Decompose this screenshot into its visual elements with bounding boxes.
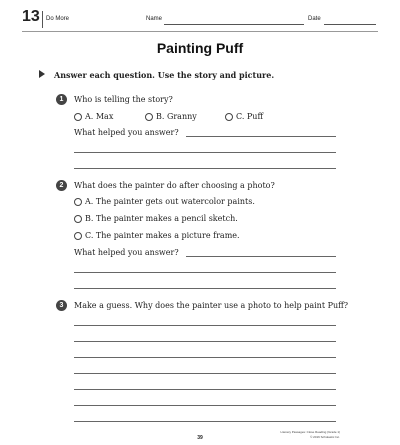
answer-line[interactable] <box>186 136 336 137</box>
instructions <box>54 70 274 80</box>
follow-up-text: What helped you answer? <box>74 128 179 137</box>
name-line[interactable] <box>164 24 304 25</box>
name-label: Name <box>146 16 163 22</box>
question-text: Make a guess. Why does the painter use a photo to help paint Puff? <box>74 301 349 310</box>
answer-option[interactable]: C. Puff <box>225 112 263 121</box>
date-label: Date <box>308 16 321 22</box>
question-number-badge: 3 <box>56 300 67 311</box>
credit-line: Literacy Passages: Close Reading (Grade 1) <box>280 430 340 434</box>
answer-option[interactable]: C. The painter makes a picture frame. <box>74 231 240 240</box>
answer-line[interactable] <box>74 288 336 289</box>
answer-line[interactable] <box>74 373 336 374</box>
question-text: What does the painter do after choosing a photo? <box>74 181 275 190</box>
radio-bubble-icon[interactable] <box>74 198 82 206</box>
answer-option[interactable]: A. Max <box>74 112 113 121</box>
radio-bubble-icon[interactable] <box>74 113 82 121</box>
answer-line[interactable] <box>74 341 336 342</box>
answer-line[interactable] <box>74 152 336 153</box>
page-title: Painting Puff <box>156 40 244 56</box>
page-number: 39 <box>197 435 203 441</box>
answer-line[interactable] <box>74 325 336 326</box>
copyright-line: © 2016 Scholastic Inc. <box>310 435 340 439</box>
answer-line[interactable] <box>74 357 336 358</box>
page-header <box>22 6 378 32</box>
date-line[interactable] <box>324 24 376 25</box>
answer-line[interactable] <box>74 405 336 406</box>
radio-bubble-icon[interactable] <box>74 232 82 240</box>
answer-option[interactable]: B. Granny <box>145 112 197 121</box>
radio-bubble-icon[interactable] <box>225 113 233 121</box>
radio-bubble-icon[interactable] <box>145 113 153 121</box>
question-number-badge: 2 <box>56 180 67 191</box>
header-divider <box>22 31 378 32</box>
answer-line[interactable] <box>74 389 336 390</box>
follow-up-text: What helped you answer? <box>74 248 179 257</box>
answer-line[interactable] <box>74 421 336 422</box>
question-number-badge: 1 <box>56 94 67 105</box>
footer-credit <box>280 430 340 440</box>
instructions-text: Answer each question. Use the story and picture. <box>54 70 275 80</box>
answer-option[interactable]: B. The painter makes a pencil sketch. <box>74 214 238 223</box>
arrow-icon <box>39 70 45 78</box>
question-text: Who is telling the story? <box>74 95 173 104</box>
answer-line[interactable] <box>74 168 336 169</box>
radio-bubble-icon[interactable] <box>74 215 82 223</box>
lesson-number: 13 <box>22 8 40 25</box>
answer-option[interactable]: A. The painter gets out watercolor paints. <box>74 197 255 206</box>
section-label: Do More <box>42 11 69 28</box>
answer-line[interactable] <box>186 256 336 257</box>
answer-line[interactable] <box>74 272 336 273</box>
